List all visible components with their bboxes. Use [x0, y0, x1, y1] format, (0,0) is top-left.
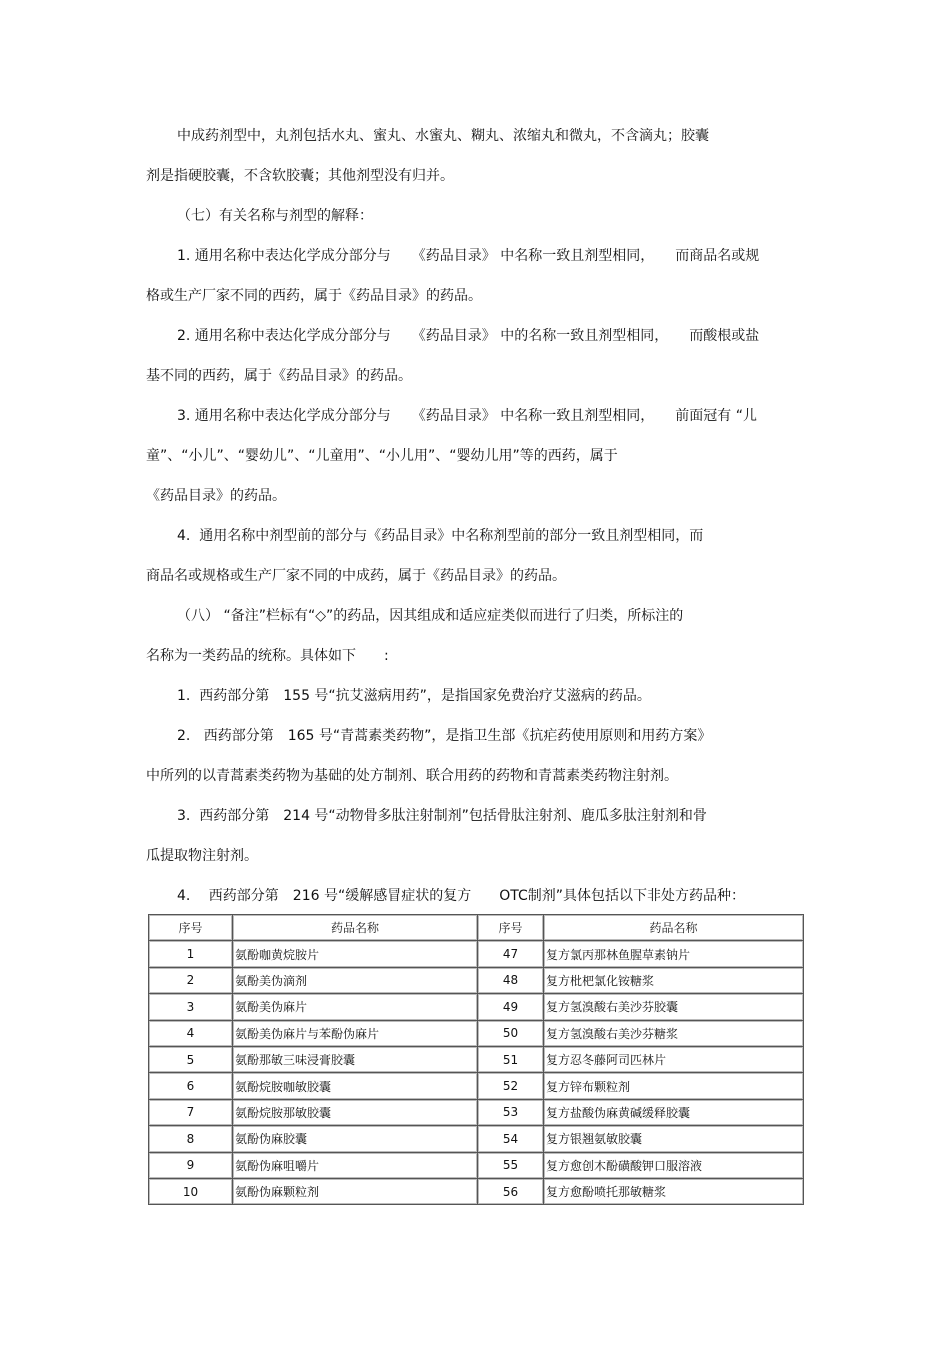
drug-name-cell: 复方银翘氨敏胶囊 [544, 1126, 804, 1152]
drug-name-cell: 氨酚美伪滴剂 [233, 967, 478, 993]
table-row [149, 1073, 804, 1099]
paragraph-line: 1. 通用名称中表达化学成分部分与 《药品目录》 中名称一致且剂型相同， 而商品名或规 [177, 248, 760, 264]
serial-cell: 2 [149, 967, 233, 993]
serial-cell: 3 [149, 994, 233, 1020]
serial-cell: 54 [478, 1126, 544, 1152]
drug-name-cell: 氨酚美伪麻片 [233, 994, 478, 1020]
column-header: 药品名称 [544, 915, 804, 941]
serial-cell: 6 [149, 1073, 233, 1099]
paragraph-line: 商品名或规格或生产厂家不同的中成药，属于《药品目录》的药品。 [146, 568, 566, 584]
paragraph-line: 《药品目录》的药品。 [146, 488, 286, 504]
drug-name-cell: 氨酚烷胺那敏胶囊 [233, 1099, 478, 1125]
serial-cell: 49 [478, 994, 544, 1020]
table-row [149, 1152, 804, 1178]
paragraph-line: 3. 西药部分第 214 号“动物骨多肽注射制剂”包括骨肽注射剂、鹿瓜多肽注射剂和骨 [177, 808, 707, 824]
table-row [149, 1099, 804, 1125]
paragraph-line: 1. 西药部分第 155 号“抗艾滋病用药”，是指国家免费治疗艾滋病的药品。 [177, 688, 651, 704]
table-row [149, 1126, 804, 1152]
drug-name-cell: 复方盐酸伪麻黄碱缓释胶囊 [544, 1099, 804, 1125]
serial-cell: 4 [149, 1020, 233, 1046]
drug-name-cell: 复方锌布颗粒剂 [544, 1073, 804, 1099]
table-row [149, 967, 804, 993]
table-row [149, 941, 804, 967]
table-row [149, 1178, 804, 1204]
serial-cell: 1 [149, 941, 233, 967]
column-header: 序号 [149, 915, 233, 941]
drug-name-cell: 复方氢溴酸右美沙芬胶囊 [544, 994, 804, 1020]
drug-name-cell: 氨酚烷胺咖敏胶囊 [233, 1073, 478, 1099]
column-header: 序号 [478, 915, 544, 941]
drug-table [148, 914, 804, 1205]
drug-name-cell: 复方忍冬藤阿司匹林片 [544, 1046, 804, 1072]
table-row [149, 1020, 804, 1046]
serial-cell: 7 [149, 1099, 233, 1125]
table-row [149, 1046, 804, 1072]
drug-name-cell: 氨酚那敏三味浸膏胶囊 [233, 1046, 478, 1072]
serial-cell: 10 [149, 1178, 233, 1204]
paragraph-line: 格或生产厂家不同的西药，属于《药品目录》的药品。 [146, 288, 482, 304]
paragraph-line: 4. 西药部分第 216 号“缓解感冒症状的复方 OTC制剂”具体包括以下非处方药品种： [177, 888, 746, 904]
paragraph-line: 基不同的西药，属于《药品目录》的药品。 [146, 368, 412, 384]
paragraph-line: 名称为一类药品的统称。具体如下 : [146, 648, 389, 664]
drug-name-cell: 复方愈酚喷托那敏糖浆 [544, 1178, 804, 1204]
paragraph-line: 童”、“小儿”、“婴幼儿”、“儿童用”、“小儿用”、“婴幼儿用”等的西药，属于 [146, 448, 618, 464]
serial-cell: 9 [149, 1152, 233, 1178]
serial-cell: 50 [478, 1020, 544, 1046]
drug-name-cell: 氨酚咖黄烷胺片 [233, 941, 478, 967]
serial-cell: 5 [149, 1046, 233, 1072]
section-heading: （七）有关名称与剂型的解释： [177, 208, 373, 224]
section-heading: （八） “备注”栏标有“◇”的药品，因其组成和适应症类似而进行了归类，所标注的 [177, 608, 684, 624]
table-row [149, 994, 804, 1020]
drug-name-cell: 氨酚美伪麻片与苯酚伪麻片 [233, 1020, 478, 1046]
serial-cell: 48 [478, 967, 544, 993]
paragraph-line: 中成药剂型中，丸剂包括水丸、蜜丸、水蜜丸、糊丸、浓缩丸和微丸，不含滴丸；胶囊 [177, 128, 709, 144]
paragraph-line: 中所列的以青蒿素类药物为基础的处方制剂、联合用药的药物和青蒿素类药物注射剂。 [146, 768, 678, 784]
drug-name-cell: 氨酚伪麻胶囊 [233, 1126, 478, 1152]
table-header-row [149, 915, 804, 941]
drug-name-cell: 复方愈创木酚磺酸钾口服溶液 [544, 1152, 804, 1178]
serial-cell: 52 [478, 1073, 544, 1099]
drug-name-cell: 复方氢溴酸右美沙芬糖浆 [544, 1020, 804, 1046]
serial-cell: 8 [149, 1126, 233, 1152]
serial-cell: 53 [478, 1099, 544, 1125]
paragraph-line: 2. 西药部分第 165 号“青蒿素类药物”，是指卫生部《抗疟药使用原则和用药方案》 [177, 728, 712, 744]
drug-name-cell: 复方氯丙那林鱼腥草素钠片 [544, 941, 804, 967]
drug-name-cell: 氨酚伪麻颗粒剂 [233, 1178, 478, 1204]
paragraph-line: 剂是指硬胶囊，不含软胶囊；其他剂型没有归并。 [146, 168, 454, 184]
serial-cell: 55 [478, 1152, 544, 1178]
drug-name-cell: 复方枇杷氯化铵糖浆 [544, 967, 804, 993]
paragraph-line: 2. 通用名称中表达化学成分部分与 《药品目录》 中的名称一致且剂型相同， 而酸根或盐 [177, 328, 760, 344]
paragraph-line: 瓜提取物注射剂。 [146, 848, 258, 864]
paragraph-line: 4. 通用名称中剂型前的部分与《药品目录》中名称剂型前的部分一致且剂型相同，而 [177, 528, 704, 544]
serial-cell: 56 [478, 1178, 544, 1204]
drug-name-cell: 氨酚伪麻咀嚼片 [233, 1152, 478, 1178]
column-header: 药品名称 [233, 915, 478, 941]
serial-cell: 51 [478, 1046, 544, 1072]
paragraph-line: 3. 通用名称中表达化学成分部分与 《药品目录》 中名称一致且剂型相同， 前面冠有 “儿 [177, 408, 757, 424]
serial-cell: 47 [478, 941, 544, 967]
